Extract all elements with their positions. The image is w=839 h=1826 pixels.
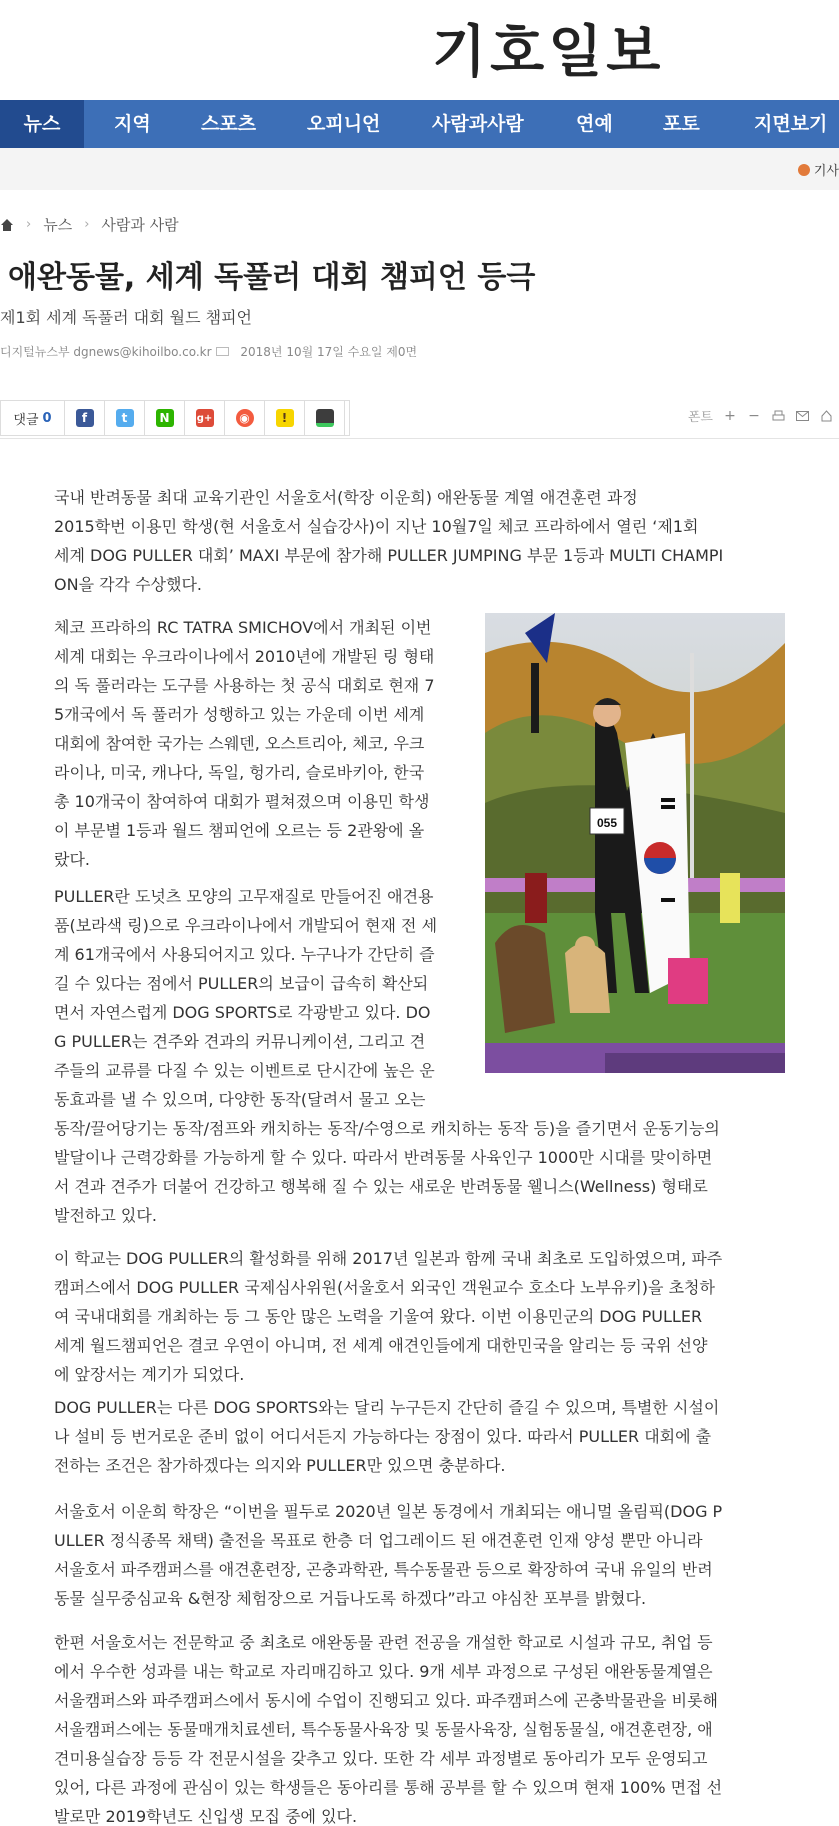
divider	[0, 438, 839, 439]
text-line: PULLER란 도넛츠 모양의 고무재질로 만들어진 애견용	[54, 887, 434, 906]
facebook-icon: f	[76, 409, 94, 427]
text-line: 서 견과 견주가 더불어 건강하고 행복해 질 수 있는 새로운 반려동물 웰니스(Wellness) 형태로	[54, 1177, 708, 1196]
share-kakaostory-button[interactable]	[265, 401, 305, 435]
nav-item-photo[interactable]: 포토	[663, 113, 700, 135]
googleplus-icon: g+	[196, 409, 214, 427]
sub-bar	[0, 148, 839, 190]
nav-item-opinion[interactable]: 오피니언	[307, 113, 381, 135]
text-line: 발달이나 근력강화를 가능하게 할 수 있다. 따라서 반려동물 사육인구 1000만 시대를 맞이하면	[54, 1148, 713, 1167]
text-line: 품(보라색 링)으로 우크라이나에서 개발되어 현재 전 세	[54, 916, 438, 935]
text-line: 세계 DOG PULLER 대회’ MAXI 부문에 참가해 PULLER JUMPING 부문 1등과 MULTI CHAMPI	[54, 546, 724, 565]
twitter-icon: t	[116, 409, 134, 427]
paragraph-5	[54, 1393, 786, 1480]
article-subtitle: 제1회 세계 독풀러 대회 월드 챔피언	[0, 308, 252, 327]
text-line: 동작/끌어당기는 동작/점프와 캐치하는 동작/수영으로 캐치하는 동작 등)을 즐기면서 운동기능의	[54, 1119, 720, 1138]
breadcrumb-news[interactable]: 뉴스	[43, 216, 73, 234]
comment-count: 0	[42, 410, 52, 426]
paragraph-1	[54, 483, 786, 599]
nav-item-sports[interactable]: 스포츠	[201, 113, 257, 135]
text-line: G PULLER는 견주와 견과의 커뮤니케이션, 그리고 견	[54, 1032, 426, 1051]
text-line: 세계 월드챔피언은 결코 우연이 아니며, 전 세계 애견인들에게 대한민국을 알리는 등 국위 선양	[54, 1336, 708, 1355]
text-line: 서울호서 이운희 학장은 “이번을 필두로 2020년 일본 동경에서 개최되는 애니멀 올림픽(DOG P	[54, 1502, 723, 1521]
home-icon[interactable]	[0, 218, 14, 232]
share-more-button[interactable]	[305, 401, 345, 435]
text-line: 서울캠퍼스와 파주캠퍼스에서 동시에 수업이 진행되고 있다. 파주캠퍼스에 곤충박물관을 비롯해	[54, 1691, 719, 1710]
print-icon[interactable]	[771, 409, 785, 423]
text-line: 에 앞장서는 계기가 되었다.	[54, 1365, 245, 1384]
text-line: 체코 프라하의 RC TATRA SMICHOV에서 개최된 이번	[54, 618, 432, 637]
mail-icon[interactable]	[216, 347, 229, 356]
text-line: 총 10개국이 참여하여 대회가 펼쳐졌으며 이용민 학생	[54, 792, 430, 811]
text-line: 전하는 조건은 참가하겠다는 의지와 PULLER만 있으면 충분하다.	[54, 1456, 506, 1475]
author[interactable]: 디지털뉴스부 dgnews@kihoilbo.co.kr	[0, 345, 212, 359]
nav-item-entertainment[interactable]: 연예	[576, 113, 613, 135]
text-line: 길 수 있다는 점에서 PULLER의 보급이 급속히 확산되	[54, 974, 429, 993]
chevron-right-icon: ›	[26, 217, 32, 232]
breadcrumb	[0, 214, 179, 235]
paragraph-4	[54, 1244, 786, 1389]
more-share-icon	[316, 409, 334, 427]
text-line: 랐다.	[54, 850, 90, 869]
share-band-button[interactable]	[225, 401, 265, 435]
byline	[0, 343, 417, 360]
text-line: 라이나, 미국, 캐나다, 독일, 헝가리, 슬로바키아, 한국	[54, 763, 425, 782]
nav-item-epaper[interactable]: 지면보기	[754, 113, 828, 135]
text-line: 계 61개국에서 사용되어지고 있다. 누구나가 간단히 즐	[54, 945, 435, 964]
comment-label: 댓글	[13, 412, 39, 428]
text-line: 2015학번 이용민 학생(현 서울호서 실습강사)이 지난 10월7일 체코 프라하에서 열린 ‘제1회	[54, 517, 699, 536]
article-tools	[688, 406, 833, 425]
text-line: 국내 반려동물 최대 교육기관인 서울호서(학장 이운희) 애완동물 계열 애견훈련 과정	[54, 488, 638, 507]
breadcrumb-people[interactable]: 사람과 사람	[101, 216, 179, 234]
text-line: 나 설비 등 번거로운 준비 없이 어디서든지 가능하다는 장점이 있다. 따라서 PULLER 대회에 출	[54, 1427, 712, 1446]
text-line: 견미용실습장 등등 각 전문시설을 갖추고 있다. 또한 각 세부 과정별로 동아리가 모두 운영되고	[54, 1749, 708, 1768]
paragraph-3	[54, 882, 786, 1230]
text-line: 이 부문별 1등과 월드 챔피언에 오르는 등 2관왕에 올	[54, 821, 425, 840]
subbar-label: 기사	[813, 164, 839, 179]
publish-date: 2018년 10월 17일 수요일 제0면	[240, 345, 418, 359]
text-line: 세계 대회는 우크라이나에서 2010년에 개발된 링 형태	[54, 647, 435, 666]
race-bib-number: 055	[596, 816, 618, 830]
text-line: 여 국내대회를 개최하는 등 그 동안 많은 노력을 기울여 왔다. 이번 이용민군의 DOG PULLER	[54, 1307, 703, 1326]
share-icon[interactable]	[819, 409, 833, 423]
text-line: 캠퍼스에서 DOG PULLER 국제심사위원(서울호서 외국인 객원교수 호소다 노부유키)을 초청하	[54, 1278, 715, 1297]
text-line: ON을 각각 수상했다.	[54, 575, 203, 594]
nav-item-news[interactable]: 뉴스	[0, 100, 84, 148]
text-line: 이 학교는 DOG PULLER의 활성화를 위해 2017년 일본과 함께 국내 최초로 도입하였으며, 파주	[54, 1249, 723, 1268]
main-nav	[0, 100, 839, 148]
share-facebook-button[interactable]	[65, 401, 105, 435]
font-decrease-icon[interactable]: −	[748, 407, 760, 424]
paragraph-7	[54, 1628, 786, 1826]
text-line: 동물 실무중심교육 &현장 체험장으로 거듭나도록 하겠다”라고 야심찬 포부를 밝혔다.	[54, 1589, 647, 1608]
text-line: 발로만 2019학년도 신입생 모집 중에 있다.	[54, 1807, 358, 1826]
font-label: 폰트	[687, 410, 713, 425]
site-logo[interactable]: 기호일보	[432, 20, 665, 85]
email-icon[interactable]	[795, 409, 809, 423]
paragraph-2	[54, 613, 474, 874]
comment-button[interactable]	[1, 401, 65, 435]
share-bar	[0, 400, 350, 436]
text-line: ULLER 정식종목 채택) 출전을 목표로 한층 더 업그레이드 된 애견훈련 인재 양성 뿐만 아니라	[54, 1531, 703, 1550]
text-line: 있어, 다른 과정에 관심이 있는 학생들은 동아리를 통해 공부를 할 수 있으며 현재 100% 면접 선	[54, 1778, 723, 1797]
text-line: 서울호서 파주캠퍼스를 애견훈련장, 곤충과학관, 특수동물관 등으로 확장하여 국내 유일의 반려	[54, 1560, 713, 1579]
nav-item-people[interactable]: 사람과사람	[432, 113, 524, 135]
nav-item-region[interactable]: 지역	[114, 113, 151, 135]
band-icon: ◉	[236, 409, 254, 427]
share-googleplus-button[interactable]	[185, 401, 225, 435]
text-line: DOG PULLER는 다른 DOG SPORTS와는 달리 누구든지 간단히 즐길 수 있으며, 특별한 시설이	[54, 1398, 720, 1417]
paragraph-6	[54, 1497, 786, 1613]
share-twitter-button[interactable]	[105, 401, 145, 435]
text-line: 서울캠퍼스에는 동물매개치료센터, 특수동물사육장 및 동물사육장, 실험동물실, 애견훈련장, 애	[54, 1720, 713, 1739]
text-line: 면서 자연스럽게 DOG SPORTS로 각광받고 있다. DO	[54, 1003, 431, 1022]
text-line: 에서 우수한 성과를 내는 학교로 자리매김하고 있다. 9개 세부 과정으로 구성된 애완동물계열은	[54, 1662, 713, 1681]
text-line: 주들의 교류를 다질 수 있는 이벤트로 단시간에 높은 운	[54, 1061, 435, 1080]
article-title: 애완동물, 세계 독풀러 대회 챔피언 등극	[8, 260, 536, 295]
share-naver-button[interactable]	[145, 401, 185, 435]
subbar-link[interactable]	[798, 160, 839, 179]
pencil-icon	[798, 164, 810, 176]
text-line: 동효과를 낼 수 있으며, 다양한 동작(달려서 물고 오는	[54, 1090, 426, 1109]
text-line: 한편 서울호서는 전문학교 중 최초로 애완동물 관련 전공을 개설한 학교로 시설과 규모, 취업 등	[54, 1633, 713, 1652]
chevron-right-icon: ›	[84, 217, 90, 232]
kakao-icon: !	[276, 409, 294, 427]
text-line: 대회에 참여한 국가는 스웨덴, 오스트리아, 체코, 우크	[54, 734, 425, 753]
font-increase-icon[interactable]: +	[724, 407, 736, 424]
naver-icon: N	[156, 409, 174, 427]
text-line: 의 독 풀러라는 도구를 사용하는 첫 공식 대회로 현재 7	[54, 676, 435, 695]
text-line: 5개국에서 독 풀러가 성행하고 있는 가운데 이번 세계	[54, 705, 425, 724]
text-line: 발전하고 있다.	[54, 1206, 157, 1225]
